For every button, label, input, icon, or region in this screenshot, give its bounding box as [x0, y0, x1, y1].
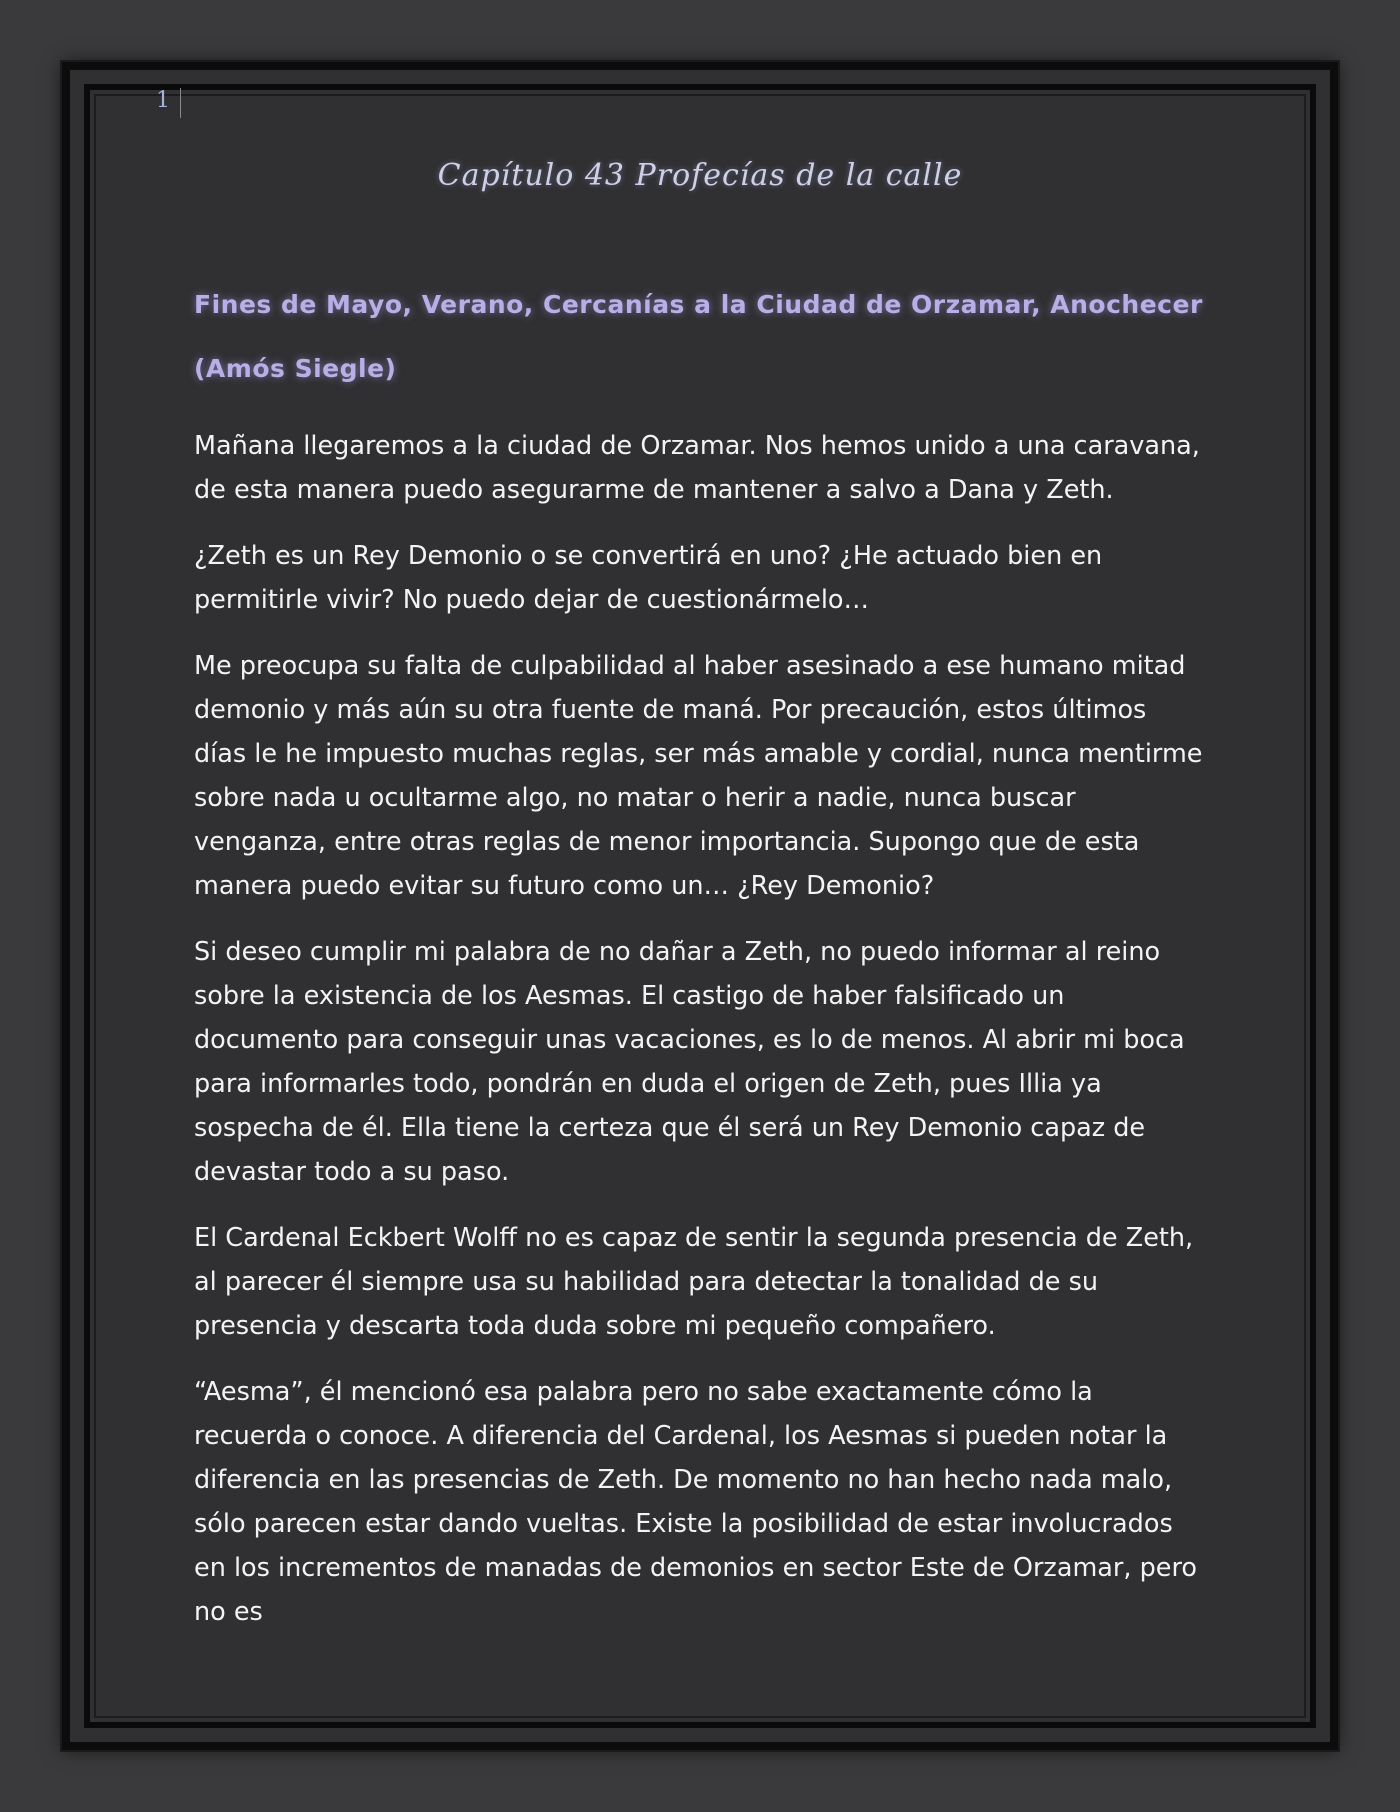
paragraph-2: ¿Zeth es un Rey Demonio o se convertirá en uno? ¿He actuado bien en permitirle vivir? No puedo dejar de cuestionármelo… [194, 541, 1103, 615]
pov-heading: (Amós Siegle) [194, 354, 397, 383]
chapter-body [194, 424, 1204, 1656]
page-number: 1 [156, 88, 170, 113]
paragraph-3: Me preocupa su falta de culpabilidad al haber asesinado a ese humano mitad demonio y más aún su otra fuente de maná. Por precaución, estos últimos días le he impuesto muchas reglas, ser más amable y cordial, nunca mentirme sobre nada u ocultarme algo, no matar o herir a nadie, nunca buscar venganza, entre otras reglas de menor importancia. Supongo que de esta manera puedo evitar su futuro como un… ¿Rey Demonio? [194, 651, 1203, 901]
paragraph-5: El Cardenal Eckbert Wolff no es capaz de sentir la segunda presencia de Zeth, al parecer él siempre usa su habilidad para detectar la tonalidad de su presencia y descarta toda duda sobre mi pequeño compañero. [194, 1223, 1194, 1341]
paragraph-4: Si deseo cumplir mi palabra de no dañar a Zeth, no puedo informar al reino sobre la existencia de los Aesmas. El castigo de haber falsificado un documento para conseguir unas vacaciones, es lo de menos. Al abrir mi boca para informarles todo, pondrán en duda el origen de Zeth, pues Illia ya sospecha de él. Ella tiene la certeza que él será un Rey Demonio capaz de devastar todo a su paso. [194, 937, 1185, 1187]
paragraph-6: “Aesma”, él mencionó esa palabra pero no sabe exactamente cómo la recuerda o conoce. A diferencia del Cardenal, los Aesmas si pueden notar la diferencia en las presencias de Zeth. De momento no han hecho nada malo, sólo parecen estar dando vueltas. Existe la posibilidad de estar involucrados en los incrementos de manadas de demonios en sector Este de Orzamar, pero no es [194, 1377, 1198, 1627]
scene-setting-heading: Fines de Mayo, Verano, Cercanías a la Ciudad de Orzamar, Anochecer [194, 290, 1203, 319]
paragraph-1: Mañana llegaremos a la ciudad de Orzamar. Nos hemos unido a una caravana, de esta manera puedo asegurarme de mantener a salvo a Dana y Zeth. [194, 431, 1200, 505]
text-cursor [180, 88, 181, 118]
chapter-title: Capítulo 43 Profecías de la calle [437, 158, 963, 193]
